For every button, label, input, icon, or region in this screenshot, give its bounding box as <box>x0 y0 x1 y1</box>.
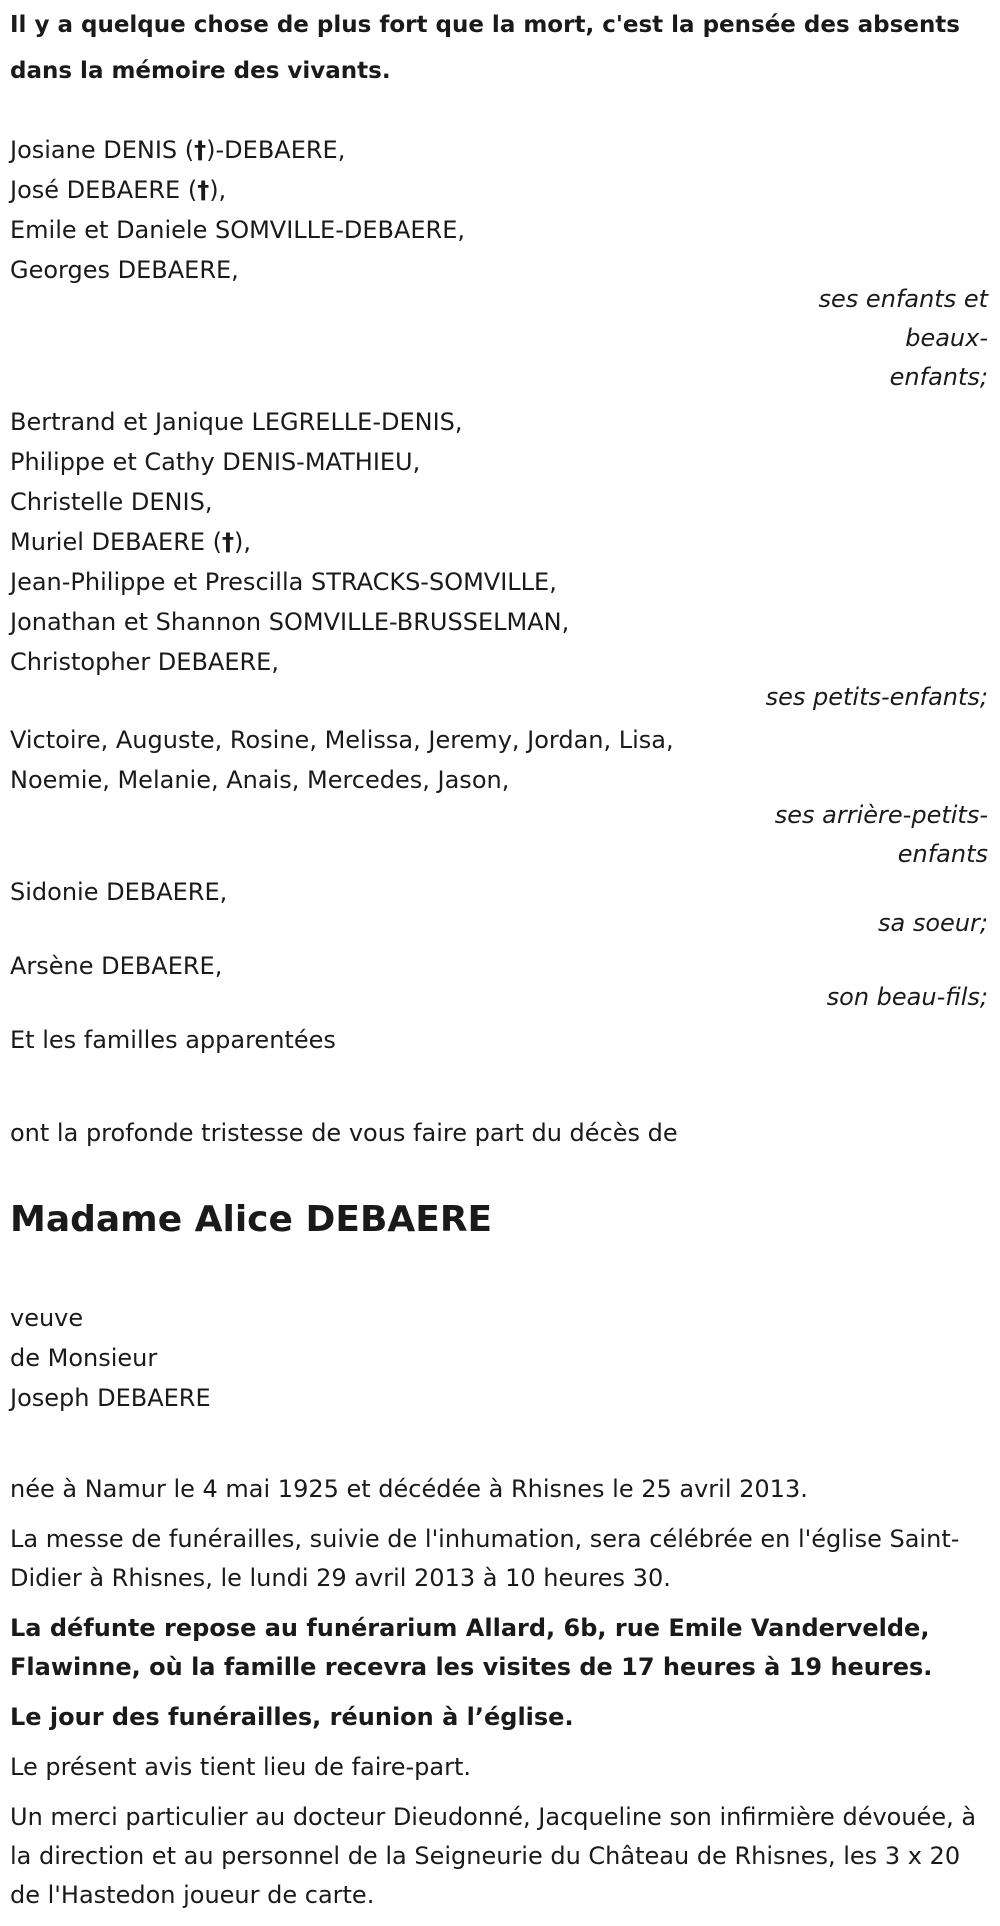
faire-part-note: Le présent avis tient lieu de faire-part. <box>10 1753 472 1781</box>
family-member-name: Jonathan et Shannon SOMVILLE-BRUSSELMAN, <box>10 608 570 636</box>
spouse-line-1: veuve <box>10 1304 84 1332</box>
spouse-info <box>10 1298 994 1418</box>
relationship-label: son beau-fils; <box>826 983 988 1011</box>
family-member-name: José DEBAERE (†), <box>10 176 227 204</box>
family-member-name: Josiane DENIS (†)-DEBAERE, <box>10 136 346 164</box>
cross-icon: † <box>197 176 210 204</box>
family-member-name: Muriel DEBAERE (†), <box>10 528 252 556</box>
deceased-name: Madame Alice DEBAERE <box>10 1199 493 1240</box>
relationship-label: ses enfants et beaux-enfants; <box>818 285 988 391</box>
relationship-label: sa soeur; <box>878 909 988 937</box>
family-member-name: Christopher DEBAERE, <box>10 648 279 676</box>
relationship-label: ses petits-enfants; <box>765 683 988 711</box>
great-grandchildren-group <box>10 720 994 874</box>
quote-line-1: Il y a quelque chose de plus fort que la mort, c'est la pensée des absents <box>10 12 960 38</box>
epigraph-quote <box>10 8 994 88</box>
relationship-label: ses arrière-petits-enfants <box>774 801 988 868</box>
sister-group <box>10 872 994 943</box>
spouse-line-2: de Monsieur <box>10 1344 158 1372</box>
funerarium-info: La défunte repose au funérarium Allard, 6b, rue Emile Vandervelde, Flawinne, où la famille recevra les visites de 17 heures à 19 heures. <box>10 1614 933 1681</box>
family-member-name: Jean-Philippe et Prescilla STRACKS-SOMVILLE, <box>10 568 557 596</box>
cross-icon: † <box>222 528 235 556</box>
announcement-text: ont la profonde tristesse de vous faire part du décès de <box>10 1119 678 1147</box>
related-families <box>10 1020 994 1060</box>
related-families-text: Et les familles apparentées <box>10 1026 336 1054</box>
son-in-law-group <box>10 946 994 1017</box>
family-member-name: Christelle DENIS, <box>10 488 213 516</box>
spouse-line-3: Joseph DEBAERE <box>10 1384 211 1412</box>
family-member-name: Arsène DEBAERE, <box>10 952 223 980</box>
family-member-name: Bertrand et Janique LEGRELLE-DENIS, <box>10 408 463 436</box>
thanks-note: Un merci particulier au docteur Dieudonné, Jacqueline son infirmière dévouée, à la direction et au personnel de la Seigneurie du Château de Rhisnes, les 3 x 20 de l'Hastedon joueur de carte. <box>10 1803 977 1909</box>
birth-death-info: née à Namur le 4 mai 1925 et décédée à Rhisnes le 25 avril 2013. <box>10 1475 808 1503</box>
family-member-name: Sidonie DEBAERE, <box>10 878 228 906</box>
family-member-name: Philippe et Cathy DENIS-MATHIEU, <box>10 448 421 476</box>
grandchildren-group <box>10 402 994 717</box>
family-member-name: Georges DEBAERE, <box>10 256 239 284</box>
funeral-mass-info: La messe de funérailles, suivie de l'inhumation, sera célébrée en l'église Saint-Didier à Rhisnes, le lundi 29 avril 2013 à 10 heures 30. <box>10 1525 960 1592</box>
funeral-details <box>10 1470 994 1915</box>
family-member-names: Victoire, Auguste, Rosine, Melissa, Jeremy, Jordan, Lisa, <box>10 726 674 754</box>
quote-line-2: dans la mémoire des vivants. <box>10 58 391 84</box>
family-member-names: Noemie, Melanie, Anais, Mercedes, Jason, <box>10 766 510 794</box>
reunion-info: Le jour des funérailles, réunion à l’église. <box>10 1703 574 1731</box>
family-member-name: Emile et Daniele SOMVILLE-DEBAERE, <box>10 216 466 244</box>
children-group <box>10 130 994 397</box>
obituary-notice <box>10 0 994 1926</box>
cross-icon: † <box>194 136 207 164</box>
